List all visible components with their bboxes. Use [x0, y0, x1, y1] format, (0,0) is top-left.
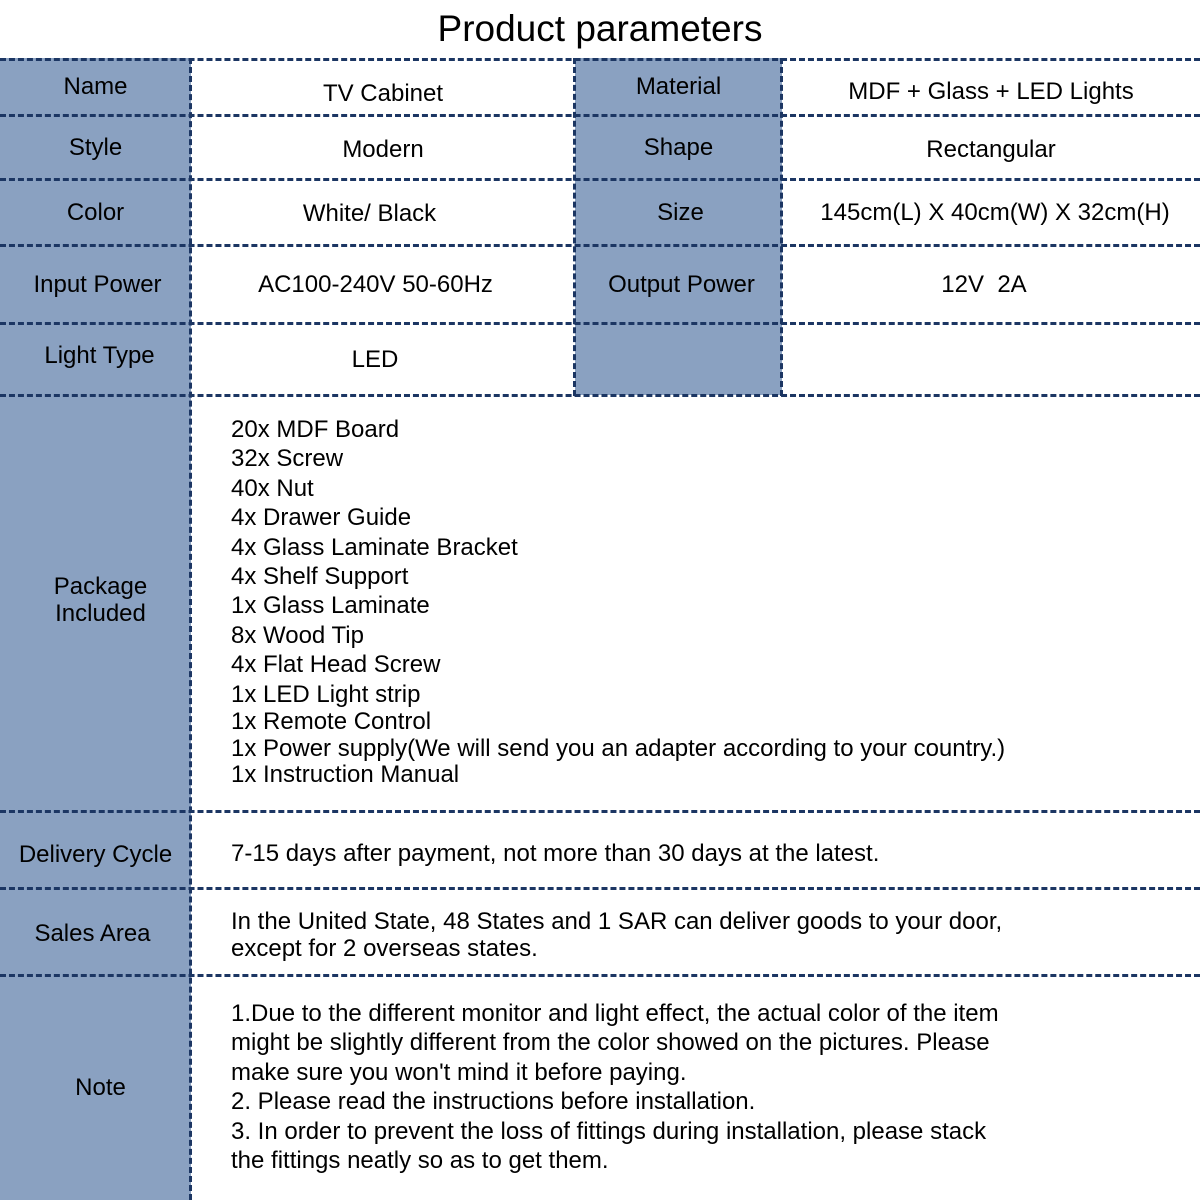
material-value: MDF + Glass + LED Lights	[848, 77, 1134, 105]
page-title: Product parameters	[437, 8, 763, 49]
package-item: 32x Screw	[231, 445, 344, 473]
row-divider	[0, 810, 1200, 813]
package-label-line-1: Package	[53, 573, 148, 600]
package-item: 20x MDF Board	[231, 416, 400, 443]
output-power-value: 12V 2A	[941, 270, 1027, 298]
package-item: 1x Remote Control	[231, 708, 432, 736]
column-divider	[189, 58, 192, 1200]
shape-value: Rectangular	[926, 135, 1056, 163]
row-divider	[0, 58, 1200, 61]
sales-area-line: except for 2 overseas states.	[231, 935, 538, 962]
note-text	[231, 999, 1191, 1175]
output-power-label: Output Power	[575, 245, 782, 323]
row-divider	[0, 322, 1200, 325]
light-type-value: LED	[351, 345, 399, 373]
note-line: make sure you won't mind it before paying.	[231, 1058, 687, 1086]
light-type-label: Light Type	[0, 323, 191, 395]
package-item: 4x Glass Laminate Bracket	[231, 533, 518, 561]
shape-label: Shape	[575, 115, 782, 179]
note-line: might be slightly different from the color showed on the pictures. Please	[231, 1029, 990, 1057]
size-value: 145cm(L) X 40cm(W) X 32cm(H)	[820, 198, 1170, 226]
product-parameters-table	[0, 58, 1200, 1200]
empty-label-cell	[575, 323, 782, 395]
package-item: 4x Shelf Support	[231, 563, 409, 591]
note-line: 1.Due to the different monitor and light effect, the actual color of the item	[231, 1000, 999, 1027]
row-divider	[0, 394, 1200, 397]
package-item: 8x Wood Tip	[231, 621, 364, 649]
material-label: Material	[575, 58, 782, 115]
note-label: Note	[0, 975, 191, 1200]
package-items-list	[231, 415, 1191, 789]
color-label: Color	[0, 179, 191, 245]
package-item: 1x Instruction Manual	[231, 761, 460, 789]
package-included-label	[0, 395, 191, 811]
row-divider	[0, 974, 1200, 977]
package-item: 1x Power supply(We will send you an adapter according to your country.)	[231, 734, 1006, 762]
package-item: 4x Flat Head Screw	[231, 651, 441, 679]
sales-area-label: Sales Area	[0, 888, 191, 975]
row-divider	[0, 887, 1200, 890]
name-value: TV Cabinet	[322, 80, 444, 107]
size-label: Size	[575, 179, 782, 245]
column-divider	[780, 58, 783, 396]
column-divider	[573, 58, 576, 396]
style-label: Style	[0, 115, 191, 179]
delivery-cycle-label: Delivery Cycle	[0, 811, 191, 888]
style-value: Modern	[342, 135, 424, 163]
package-item: 1x LED Light strip	[231, 680, 421, 708]
note-line: the fittings neatly so as to get them.	[231, 1147, 609, 1175]
note-line: 2. Please read the instructions before installation.	[231, 1088, 756, 1116]
sales-area-line: In the United State, 48 States and 1 SAR can deliver goods to your door,	[231, 908, 1003, 935]
package-label-line-2: Included	[55, 600, 146, 627]
input-power-value: AC100-240V 50-60Hz	[258, 270, 493, 298]
row-divider	[0, 178, 1200, 181]
package-item: 4x Drawer Guide	[231, 504, 412, 532]
color-value: White/ Black	[302, 199, 437, 227]
row-divider	[0, 114, 1200, 117]
package-item: 40x Nut	[231, 474, 314, 502]
note-line: 3. In order to prevent the loss of fittings during installation, please stack	[231, 1117, 987, 1145]
delivery-cycle-value: 7-15 days after payment, not more than 30 days at the latest.	[231, 840, 880, 867]
row-divider	[0, 244, 1200, 247]
package-item: 1x Glass Laminate	[231, 592, 430, 620]
input-power-label: Input Power	[0, 245, 191, 323]
sales-area-value	[231, 908, 1191, 962]
name-label: Name	[0, 58, 191, 115]
